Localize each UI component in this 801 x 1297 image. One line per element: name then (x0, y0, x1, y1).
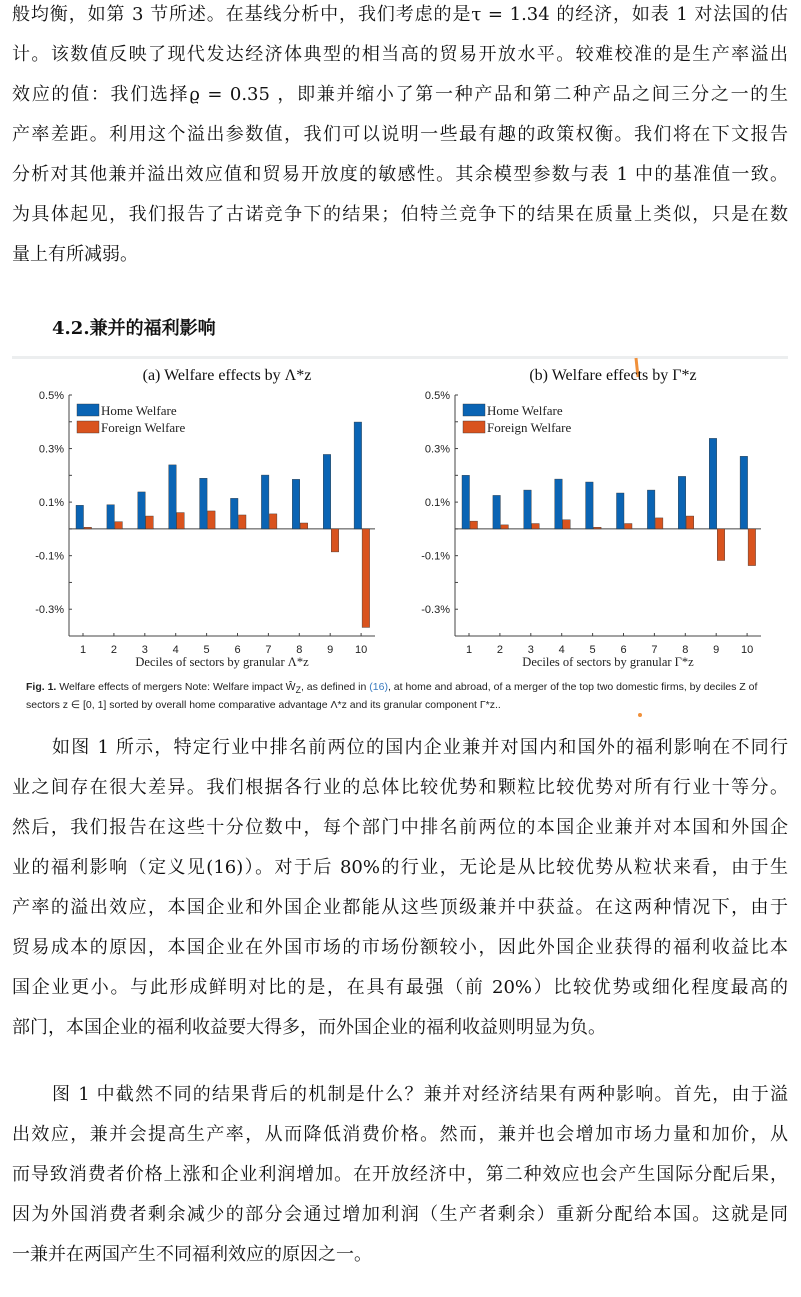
foreign-welfare-bar-9 (717, 529, 725, 561)
foreign-welfare-bar-8 (686, 516, 694, 529)
home-welfare-bar-6 (231, 498, 239, 529)
text-line: 因为外国消费者剩余减少的部分会通过增加利润（生产者剩余）重新分配给本国。这就是同 (12, 1204, 788, 1225)
x-tick-label: 4 (558, 644, 565, 656)
equation-reference-link[interactable]: (16) (369, 681, 388, 693)
x-tick-label: 9 (713, 644, 720, 656)
y-tick-label: 0.5% (38, 390, 64, 402)
foreign-welfare-bar-3 (146, 516, 154, 529)
text-line: 出效应，兼并会提高生产率，从而降低消费价格。然而，兼并也会增加市场力量和加价，从 (12, 1124, 788, 1145)
annotation-dot (638, 713, 642, 717)
caption-label: Fig. 1. (26, 681, 57, 693)
caption-text: , as defined in (300, 681, 370, 693)
x-tick-label: 3 (141, 644, 148, 656)
x-tick-label: 6 (620, 644, 627, 656)
home-welfare-bar-4 (169, 465, 177, 529)
text-line: 而导致消费者价格上涨和企业利润增加。在开放经济中，第二种效应也会产生国际分配后果， (12, 1164, 788, 1185)
x-tick-label: 3 (527, 644, 534, 656)
legend-swatch (463, 421, 485, 433)
text-line: 一兼并在两国产生不同福利效应的原因之一。 (12, 1244, 372, 1265)
y-tick-label: -0.3% (35, 604, 64, 617)
y-tick-label: -0.1% (421, 550, 450, 563)
x-tick-label: 9 (327, 644, 334, 656)
home-welfare-bar-7 (647, 490, 655, 529)
text-line: 产率的溢出效应，本国企业和外国企业都能从这些顶级兼并中获益。在这两种情况下，由于 (12, 897, 788, 918)
caption-text: , at home and abroad, of a merger of the top two domestic firms, by deciles Z of sectors z ∈ [0, 1] sorted by overall home comparative advantage Λ*z and its granular component Γ*z.. (26, 681, 758, 712)
text-line: 产率差距。利用这个溢出参数值，我们可以说明一些最有趣的政策权衡。我们将在下文报告 (12, 124, 788, 145)
x-tick-label: 7 (265, 644, 272, 656)
text-line: 然后，我们报告在这些十分位数中，每个部门中排名前两位的本国企业兼并对本国和外国企 (12, 817, 788, 838)
legend-label: Foreign Welfare (101, 420, 186, 435)
x-tick-label: 8 (682, 644, 689, 656)
figure-caption (26, 680, 786, 713)
home-welfare-bar-7 (261, 475, 269, 529)
home-welfare-bar-1 (76, 505, 84, 529)
home-welfare-bar-9 (323, 454, 331, 528)
text-line: 效应的值：我们选择ϱ = 0.35 ，即兼并缩小了第一种产品和第二种产品之间三分之一的生 (12, 84, 788, 105)
foreign-welfare-bar-7 (655, 518, 663, 529)
text-line: 部门，本国企业的福利收益要大得多，而外国企业的福利收益则明显为负。 (12, 1017, 606, 1038)
y-tick-label: -0.1% (35, 550, 64, 563)
figure-welfare-effects (0, 355, 801, 685)
foreign-welfare-bar-6 (239, 515, 247, 529)
foreign-welfare-bar-1 (470, 521, 478, 529)
home-welfare-bar-10 (740, 456, 748, 529)
y-tick-label: 0.5% (424, 390, 450, 402)
home-welfare-bar-4 (555, 479, 563, 529)
x-tick-label: 5 (203, 644, 210, 656)
legend-swatch (77, 421, 99, 433)
foreign-welfare-bar-5 (208, 511, 216, 529)
x-tick-label: 10 (740, 644, 754, 656)
text-line: 业的福利影响（定义见(16)）。对于后 80%的行业，无论是从比较优势从粒状来看，由于生 (12, 857, 788, 878)
foreign-welfare-bar-2 (115, 522, 123, 529)
text-line: 贸易成本的原因，本国企业在外国市场的市场份额较小，因此外国企业获得的福利收益比本 (12, 937, 788, 958)
text-line: 如图 1 所示，特定行业中排名前两位的国内企业兼并对国内和国外的福利影响在不同行 (52, 737, 788, 758)
text-line: 业之间存在很大差异。我们根据各行业的总体比较优势和颗粒比较优势对所有行业十等分。 (12, 777, 788, 798)
foreign-welfare-bar-1 (84, 527, 92, 529)
home-welfare-bar-5 (586, 482, 594, 529)
y-tick-label: 0.3% (424, 443, 450, 456)
x-tick-label: 5 (589, 644, 596, 656)
x-tick-label: 1 (465, 644, 473, 656)
x-tick-label: 1 (79, 644, 87, 656)
home-welfare-bar-6 (617, 493, 625, 529)
home-welfare-bar-8 (292, 479, 300, 529)
home-welfare-bar-2 (493, 495, 501, 528)
x-tick-label: 2 (110, 644, 117, 656)
legend-label: Foreign Welfare (487, 420, 572, 435)
x-tick-label: 7 (651, 644, 658, 656)
text-line: 为具体起见，我们报告了古诺竞争下的结果；伯特兰竞争下的结果在质量上类似，只是在数 (12, 204, 788, 225)
foreign-welfare-bar-8 (300, 523, 308, 529)
foreign-welfare-bar-3 (532, 524, 540, 529)
home-welfare-bar-2 (107, 505, 115, 529)
home-welfare-bar-9 (709, 438, 717, 529)
y-tick-label: 0.3% (38, 443, 64, 456)
text-line: 量上有所减弱。 (12, 244, 138, 265)
foreign-welfare-bar-9 (331, 529, 339, 552)
caption-sub: Z (295, 685, 301, 696)
legend-label: Home Welfare (101, 403, 177, 418)
x-axis-label: Deciles of sectors by granular Λ*z (135, 655, 309, 669)
x-tick-label: 6 (234, 644, 241, 656)
text-line: 般均衡，如第 3 节所述。在基线分析中，我们考虑的是τ = 1.34 的经济，如表 1 对法国的估 (12, 4, 788, 25)
home-welfare-bar-3 (138, 492, 146, 529)
text-line: 分析对其他兼并溢出效应值和贸易开放度的敏感性。其余模型参数与表 1 中的基准值一致。 (12, 164, 788, 185)
x-tick-label: 2 (496, 644, 503, 656)
home-welfare-bar-3 (524, 490, 532, 529)
foreign-welfare-bar-2 (501, 525, 509, 529)
foreign-welfare-bar-5 (594, 527, 602, 529)
foreign-welfare-bar-6 (625, 524, 633, 529)
text-line: 国企业更小。与此形成鲜明对比的是，在具有最强（前 20%）比较优势或细化程度最高的 (12, 977, 788, 998)
caption-text: Welfare effects of mergers Note: Welfare impact Ŵ (59, 681, 296, 693)
chart-panel-b (421, 367, 761, 669)
chart-panel-a (35, 367, 375, 669)
home-welfare-bar-10 (354, 422, 362, 529)
foreign-welfare-bar-10 (362, 529, 370, 628)
foreign-welfare-bar-10 (748, 529, 756, 566)
foreign-welfare-bar-7 (269, 514, 277, 529)
legend-swatch (463, 404, 485, 416)
x-tick-label: 8 (296, 644, 303, 656)
home-welfare-bar-1 (462, 475, 470, 529)
foreign-welfare-bar-4 (177, 513, 185, 529)
chart-title: (a) Welfare effects by Λ*z (142, 367, 312, 384)
text-line: 计。该数值反映了现代发达经济体典型的相当高的贸易开放水平。较难校准的是生产率溢出 (12, 44, 788, 65)
foreign-welfare-bar-4 (563, 520, 571, 529)
x-tick-label: 10 (354, 644, 368, 656)
y-tick-label: 0.1% (424, 497, 450, 510)
home-welfare-bar-5 (200, 478, 208, 529)
home-welfare-bar-8 (678, 476, 686, 528)
legend-label: Home Welfare (487, 403, 563, 418)
legend-swatch (77, 404, 99, 416)
section-heading: 4.2.兼并的福利影响 (52, 318, 216, 339)
chart-title: (b) Welfare effects by Γ*z (529, 367, 697, 384)
y-tick-label: 0.1% (38, 497, 64, 510)
x-axis-label: Deciles of sectors by granular Γ*z (522, 655, 694, 669)
y-tick-label: -0.3% (421, 604, 450, 617)
x-tick-label: 4 (172, 644, 179, 656)
text-line: 图 1 中截然不同的结果背后的机制是什么？兼并对经济结果有两种影响。首先，由于溢 (52, 1084, 788, 1105)
